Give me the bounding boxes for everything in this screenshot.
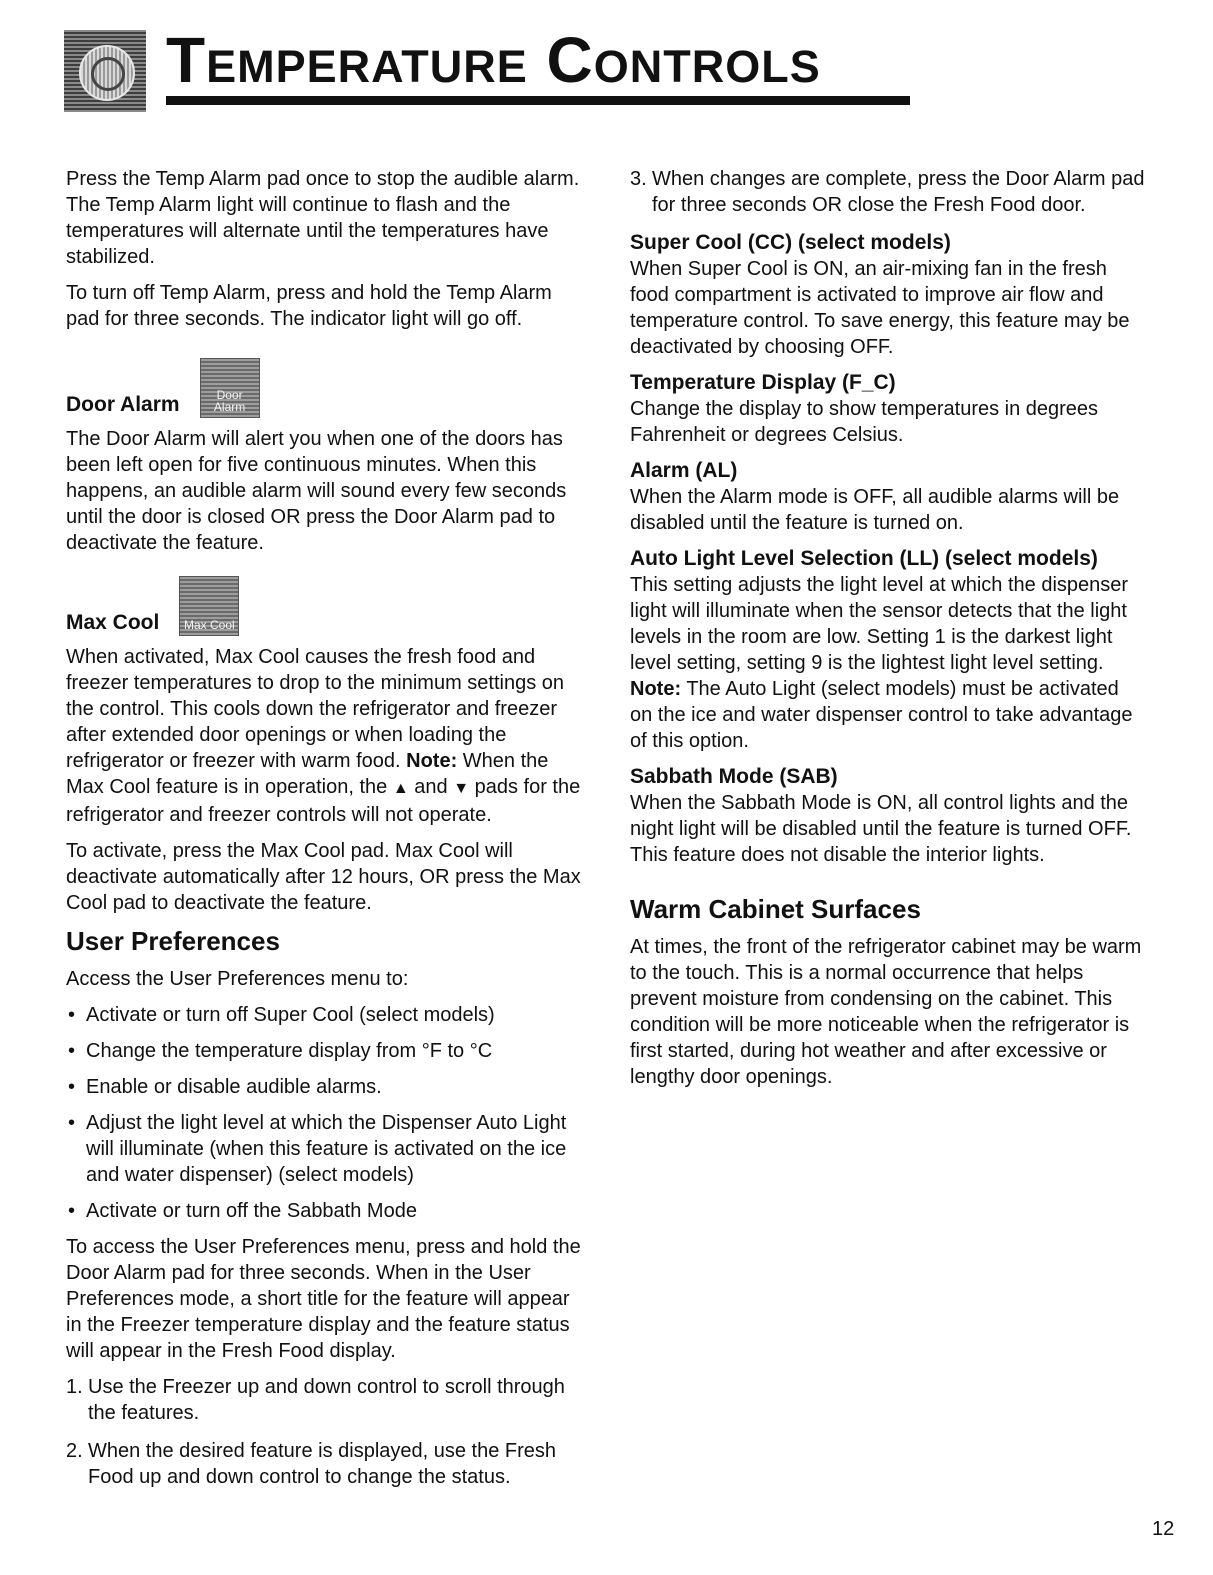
step-item: [66, 1374, 586, 1426]
step-text: When the desired feature is displayed, use the Fresh Food up and down control to change the status.: [88, 1440, 557, 1488]
warm-cabinet-text: At times, the front of the refrigerator cabinet may be warm to the touch. This is a normal occurrence that helps prevent moisture from condensing on the cabinet. This condition will be more noticeable when the refrigerator is first started, during hot weather and after excessive or lengthy door openings.: [630, 936, 1142, 1088]
step-number: 3.: [630, 168, 647, 190]
sabbath-mode-heading: Sabbath Mode (SAB): [630, 765, 838, 788]
max-cool-heading-row: [66, 576, 586, 636]
warm-cabinet-heading: Warm Cabinet Surfaces: [630, 894, 921, 924]
page-title: Temperature Controls: [166, 24, 821, 96]
list-item: • Activate or turn off the Sabbath Mode: [66, 1198, 586, 1224]
step-number: 1.: [66, 1376, 83, 1398]
max-cool-pad-label: Max Cool: [184, 618, 235, 632]
sabbath-mode-text: When the Sabbath Mode is ON, all control lights and the night light will be disabled until the feature is turned OFF. This feature does not disable the interior lights.: [630, 792, 1132, 866]
door-alarm-pad-label: Door Alarm: [213, 388, 246, 414]
temperature-display-heading: Temperature Display (F_C): [630, 371, 896, 394]
temperature-display-text: Change the display to show temperatures in degrees Fahrenheit or degrees Celsius.: [630, 398, 1099, 446]
max-cool-text: [66, 644, 586, 828]
door-alarm-heading: Door Alarm: [66, 393, 180, 416]
auto-light-text: [630, 572, 1145, 754]
max-cool-text-b: When the Max Cool feature is in operation, the: [66, 750, 549, 798]
page-header: [62, 20, 852, 112]
max-cool-text-c: and: [414, 776, 448, 798]
up-arrow-icon: ▲: [392, 780, 409, 797]
user-preferences-intro: Access the User Preferences menu to:: [66, 968, 409, 990]
auto-light-text-b: The Auto Light (select models) must be activated on the ice and water dispenser control to take advantage of this option.: [630, 678, 1133, 752]
step-item: [66, 1438, 586, 1490]
max-cool-pad-icon: [179, 576, 239, 636]
down-arrow-icon: ▼: [453, 780, 470, 797]
auto-light-text-a: This setting adjusts the light level at which the dispenser light will illuminate when the sensor detects that the light levels in the room are low. Setting 1 is the darkest light level setting, setting 9 is the lightest light level setting.: [630, 574, 1129, 674]
list-item: • Enable or disable audible alarms.: [66, 1074, 586, 1100]
temperature-dial-icon: [64, 30, 146, 112]
max-cool-note-label: Note:: [406, 750, 458, 772]
user-preferences-steps: [66, 1374, 586, 1490]
user-preferences-list: [66, 1002, 586, 1224]
alarm-heading: Alarm (AL): [630, 459, 738, 482]
list-item: • Adjust the light level at which the Dispenser Auto Light will illuminate (when this feature is activated on the ice and water dispenser) (select models): [66, 1110, 586, 1188]
super-cool-text: When Super Cool is ON, an air-mixing fan in the fresh food compartment is activated to improve air flow and temperature control. To save energy, this feature may be deactivated by choosing OFF.: [630, 258, 1130, 358]
max-cool-text-a: When activated, Max Cool causes the fresh food and freezer temperatures to drop to the minimum settings on the control. This cools down the refrigerator and freezer after extended door openings or when loading the refrigerator or freezer with warm food.: [66, 646, 565, 772]
list-item: • Change the temperature display from °F to °C: [66, 1038, 586, 1064]
step-item: [630, 166, 1145, 218]
step-number: 2.: [66, 1440, 83, 1462]
door-alarm-text: The Door Alarm will alert you when one of the doors has been left open for five continuous minutes. When this happens, an audible alarm will sound every few seconds until the door is closed OR press the Door Alarm pad to deactivate the feature.: [66, 428, 567, 554]
auto-light-note-label: Note:: [630, 678, 682, 700]
max-cool-activate-text: To activate, press the Max Cool pad. Max Cool will deactivate automatically after 12 hours, OR press the Max Cool pad to deactivate the feature.: [66, 840, 581, 914]
max-cool-text-d: pads for the refrigerator and freezer controls will not operate.: [66, 776, 581, 826]
step-text: Use the Freezer up and down control to scroll through the features.: [88, 1376, 565, 1424]
max-cool-heading: Max Cool: [66, 611, 160, 634]
list-item: • Activate or turn off Super Cool (select models): [66, 1002, 586, 1028]
right-column: [630, 166, 1145, 1100]
door-alarm-pad-icon: [200, 358, 260, 418]
temp-alarm-paragraph: Press the Temp Alarm pad once to stop the audible alarm. The Temp Alarm light will continue to flash and the temperatures will alternate until the temperatures have stabilized.: [66, 168, 580, 268]
auto-light-heading: Auto Light Level Selection (LL) (select models): [630, 547, 1098, 570]
user-preferences-access-text: To access the User Preferences menu, press and hold the Door Alarm pad for three seconds. When in the User Preferences mode, a short title for the feature will appear in the Freezer temperature display and the feature status will appear in the Fresh Food display.: [66, 1236, 581, 1362]
user-preferences-steps-continued: [630, 166, 1145, 218]
temp-alarm-off-paragraph: To turn off Temp Alarm, press and hold the Temp Alarm pad for three seconds. The indicator light will go off.: [66, 282, 552, 330]
user-preferences-heading: User Preferences: [66, 926, 280, 956]
title-rule: [166, 96, 910, 105]
page-number: 12: [1152, 1518, 1175, 1540]
alarm-text: When the Alarm mode is OFF, all audible alarms will be disabled until the feature is turned on.: [630, 486, 1120, 534]
super-cool-heading: Super Cool (CC) (select models): [630, 231, 951, 254]
left-column: [66, 166, 586, 1502]
door-alarm-heading-row: [66, 358, 586, 418]
step-text: When changes are complete, press the Door Alarm pad for three seconds OR close the Fresh Food door.: [652, 168, 1145, 216]
